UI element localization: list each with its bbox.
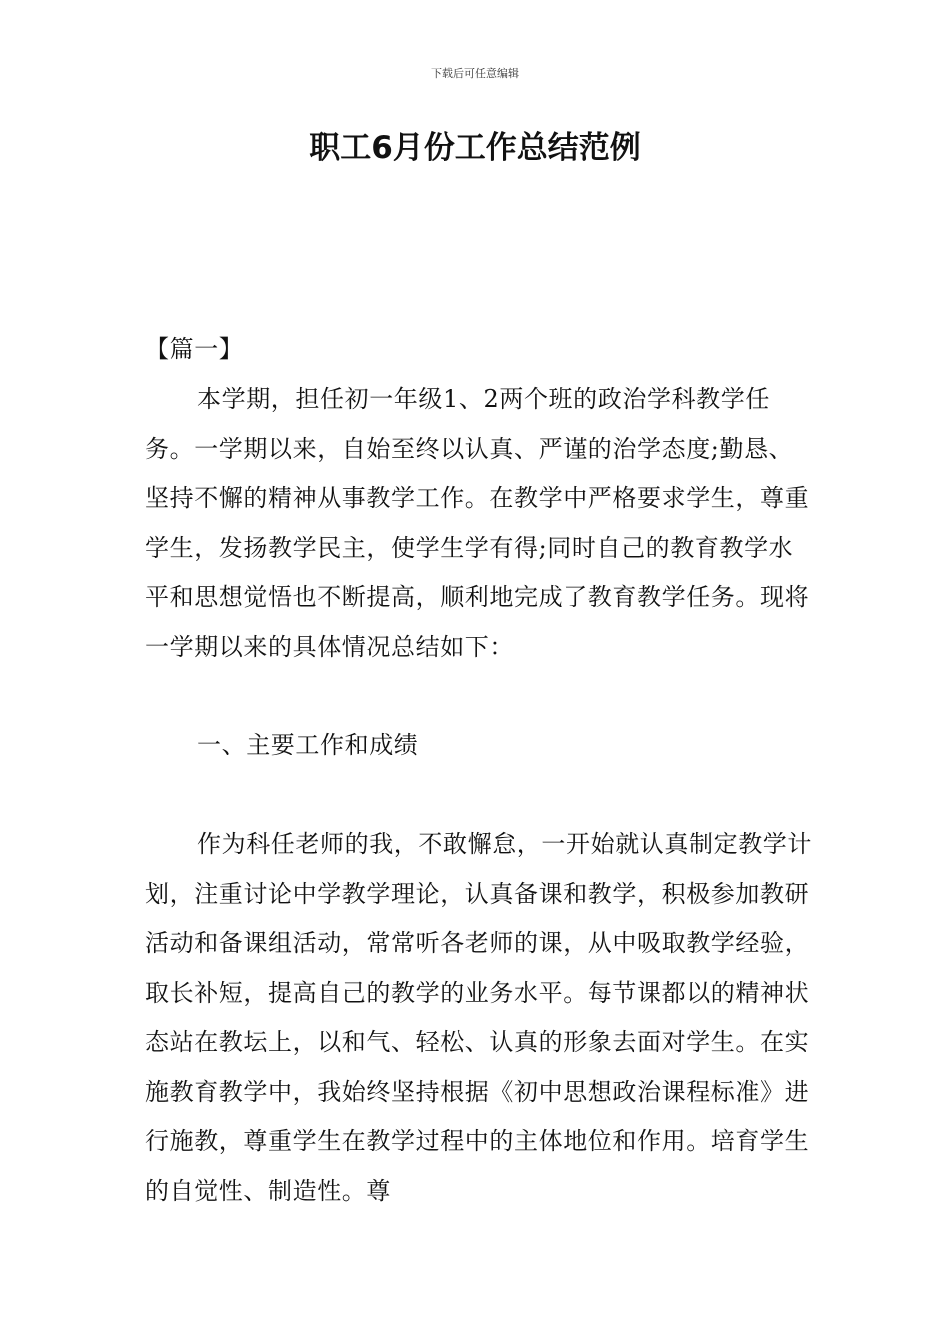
paragraph-work: 作为科任老师的我，不敢懈怠，一开始就认真制定教学计划，注重讨论中学教学理论，认真备课和教学，积极参加教研活动和备课组活动，常常听各老师的课，从中吸取教学经验，取长补短，提高自己的教学的业务水平。每节课都以的精神状态站在教坛上，以和气、轻松、认真的形象去面对学生。在实施教育教学中，我始终坚持根据《初中思想政治课程标准》进行施教，尊重学生在教学过程中的主体地位和作用。培育学生的自觉性、制造性。尊 (145, 830, 812, 1205)
section-heading: 一、主要工作和成绩 (197, 731, 419, 759)
section-tag: 【篇一】 (145, 335, 244, 363)
header-note: 下载后可任意编辑 (431, 67, 519, 80)
document-title: 职工6月份工作总结范例 (309, 130, 641, 166)
paragraph-intro: 本学期，担任初一年级1、2两个班的政治学科教学任务。一学期以来，自始至终以认真、严谨的治学态度;勤恳、坚持不懈的精神从事教学工作。在教学中严格要求学生，尊重学生，发扬教学民主，使学生学有得;同时自己的教育教学水平和思想觉悟也不断提高，顺利地完成了教育教学任务。现将一学期以来的具体情况总结如下： (145, 385, 810, 661)
